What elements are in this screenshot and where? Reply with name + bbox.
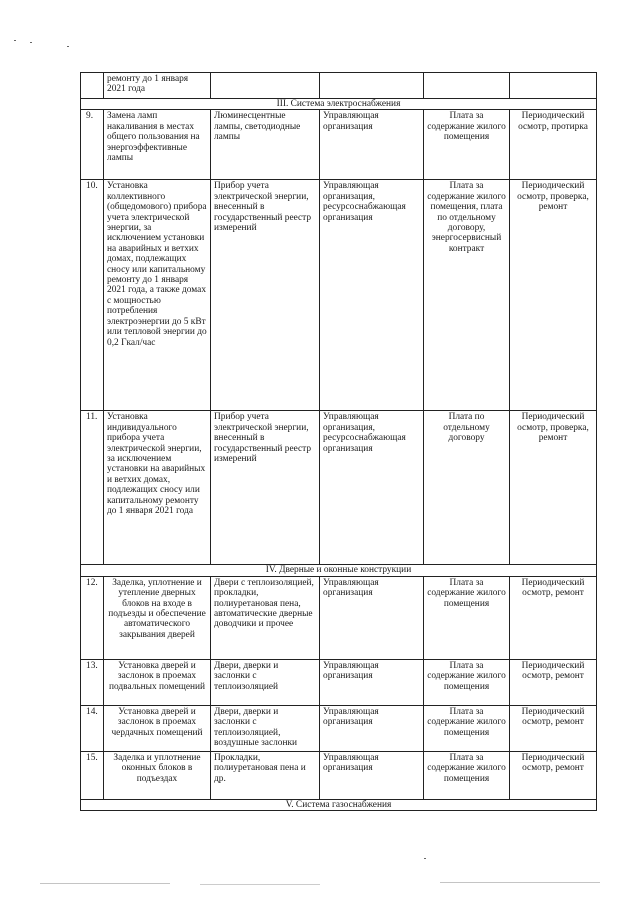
cell-funding: Плата по отдельному договору bbox=[424, 411, 510, 565]
scan-speck bbox=[30, 42, 32, 43]
scan-line bbox=[200, 884, 320, 885]
cell-equipment: Прокладки, полиуретановая пена и др. bbox=[211, 751, 320, 799]
scan-speck bbox=[424, 858, 426, 859]
cell-maintenance: Периодический осмотр, ремонт bbox=[510, 705, 597, 751]
cell-num bbox=[81, 73, 104, 99]
scan-line bbox=[40, 883, 170, 884]
table-row bbox=[81, 411, 597, 565]
cell-measure: Установка дверей и заслонок в проемах подвальных помещений bbox=[104, 659, 211, 705]
section-heading: IV. Дверные и оконные конструкции bbox=[81, 565, 597, 576]
cell-funding: Плата за содержание жилого помещения bbox=[424, 576, 510, 659]
cell-equipment: Прибор учета электрической энергии, внесенный в государственный реестр измерений bbox=[211, 180, 320, 411]
cell-executor: Управляющая организация bbox=[320, 705, 424, 751]
cell-num: 12. bbox=[81, 576, 104, 659]
section-heading: V. Система газоснабжения bbox=[81, 799, 597, 810]
cell-equipment: Двери, дверки и заслонки с теплоизоляцией bbox=[211, 659, 320, 705]
table-row bbox=[81, 576, 597, 659]
cell-executor: Управляющая организация, ресурсоснабжающая организация bbox=[320, 180, 424, 411]
cell-maintenance bbox=[510, 73, 597, 99]
cell-num: 15. bbox=[81, 751, 104, 799]
cell-equipment: Двери с теплоизоляцией, прокладки, полиуретановая пена, автоматические дверные доводчики и прочее bbox=[211, 576, 320, 659]
section-row bbox=[81, 565, 597, 576]
cell-maintenance: Периодический осмотр, ремонт bbox=[510, 659, 597, 705]
section-row bbox=[81, 99, 597, 110]
cell-measure: Установка коллективного (общедомового) прибора учета электрической энергии, за исключением установки на аварийных и ветхих домах, подлежащих сносу или капитальному ремонту до 1 января 2021 года, а также домах с мощностью потребления электроэнергии до 5 кВт или тепловой энергии до 0,2 Гкал/час bbox=[104, 180, 211, 411]
scan-speck bbox=[14, 40, 16, 41]
cell-funding: Плата за содержание жилого помещения bbox=[424, 659, 510, 705]
cell-num: 13. bbox=[81, 659, 104, 705]
cell-num: 10. bbox=[81, 180, 104, 411]
cell-measure: ремонту до 1 января 2021 года bbox=[104, 73, 211, 99]
cell-funding: Плата за содержание жилого помещения, плата по отдельному договору, энергосервисный контракт bbox=[424, 180, 510, 411]
cell-executor: Управляющая организация bbox=[320, 110, 424, 180]
cell-funding: Плата за содержание жилого помещения bbox=[424, 705, 510, 751]
cell-equipment: Двери, дверки и заслонки с теплоизоляцией, воздушные заслонки bbox=[211, 705, 320, 751]
table-row bbox=[81, 751, 597, 799]
cell-equipment: Люминесцентные лампы, светодиодные лампы bbox=[211, 110, 320, 180]
cell-measure: Заделка, уплотнение и утепление дверных блоков на входе в подъезды и обеспечение автоматического закрывания дверей bbox=[104, 576, 211, 659]
cell-num: 9. bbox=[81, 110, 104, 180]
cell-measure: Заделка и уплотнение оконных блоков в подъездах bbox=[104, 751, 211, 799]
measures-table bbox=[80, 72, 597, 811]
section-row bbox=[81, 799, 597, 810]
cell-executor: Управляющая организация bbox=[320, 576, 424, 659]
cell-executor: Управляющая организация bbox=[320, 659, 424, 705]
cell-num: 14. bbox=[81, 705, 104, 751]
cell-equipment bbox=[211, 73, 320, 99]
cell-measure: Установка индивидуального прибора учета электрической энергии, за исключением установки на аварийных и ветхих домах, подлежащих сносу или капитальному ремонту до 1 января 2021 года bbox=[104, 411, 211, 565]
cell-funding bbox=[424, 73, 510, 99]
cell-measure: Установка дверей и заслонок в проемах чердачных помещений bbox=[104, 705, 211, 751]
cell-equipment: Прибор учета электрической энергии, внесенный в государственный реестр измерений bbox=[211, 411, 320, 565]
scan-speck bbox=[67, 46, 69, 47]
cell-maintenance: Периодический осмотр, протирка bbox=[510, 110, 597, 180]
cell-executor: Управляющая организация bbox=[320, 751, 424, 799]
cell-measure: Замена ламп накаливания в местах общего пользования на энергоэффективные лампы bbox=[104, 110, 211, 180]
scan-line bbox=[440, 882, 600, 883]
cell-executor bbox=[320, 73, 424, 99]
table-row bbox=[81, 73, 597, 99]
cell-executor: Управляющая организация, ресурсоснабжающая организация bbox=[320, 411, 424, 565]
cell-maintenance: Периодический осмотр, проверка, ремонт bbox=[510, 180, 597, 411]
cell-funding: Плата за содержание жилого помещения bbox=[424, 110, 510, 180]
section-heading: III. Система электроснабжения bbox=[81, 99, 597, 110]
cell-maintenance: Периодический осмотр, ремонт bbox=[510, 576, 597, 659]
cell-maintenance: Периодический осмотр, ремонт bbox=[510, 751, 597, 799]
table-row bbox=[81, 180, 597, 411]
cell-funding: Плата за содержание жилого помещения bbox=[424, 751, 510, 799]
table-row bbox=[81, 705, 597, 751]
table-row bbox=[81, 659, 597, 705]
cell-maintenance: Периодический осмотр, проверка, ремонт bbox=[510, 411, 597, 565]
table-row bbox=[81, 110, 597, 180]
cell-num: 11. bbox=[81, 411, 104, 565]
